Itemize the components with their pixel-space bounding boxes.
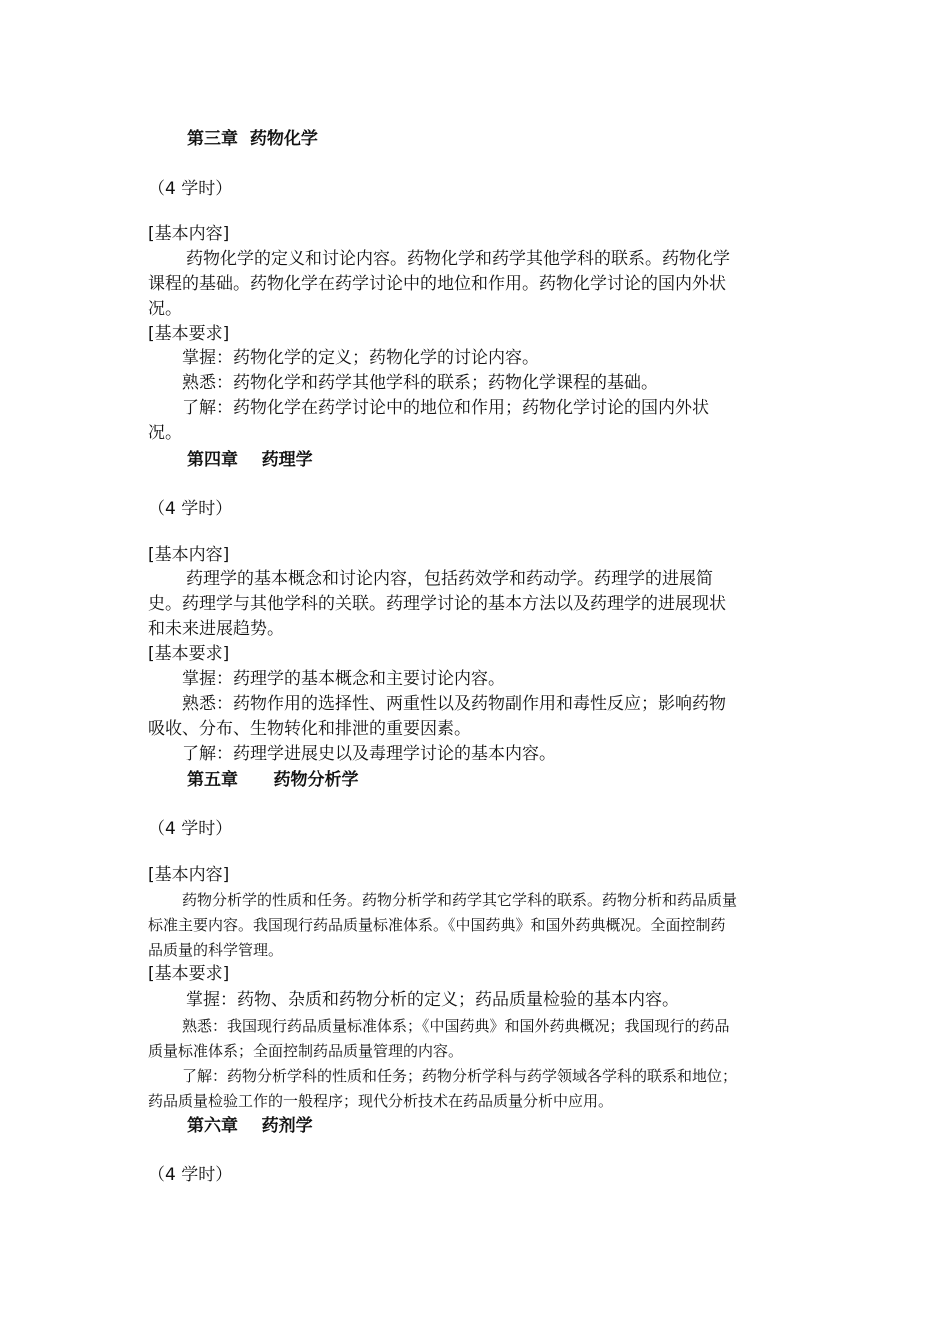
chapter-5-content-line: 标准主要内容。我国现行药品质量标准体系。《中国药典》和国外药典概况。全面控制药 xyxy=(148,916,726,934)
chapter-4-req-heading: [基本要求] xyxy=(148,644,230,664)
chapter-4-hours: （4 学时） xyxy=(148,499,233,519)
chapter-5-hours: （4 学时） xyxy=(148,819,233,839)
chapter-4-req-line: 掌握：药理学的基本概念和主要讨论内容。 xyxy=(182,669,505,689)
chapter-4-title: 第四章 药理学 xyxy=(187,450,313,470)
chapter-3-title: 第三章 药物化学 xyxy=(187,129,318,149)
chapter-5-req-line: 药品质量检验工作的一般程序；现代分析技术在药品质量分析中应用。 xyxy=(148,1092,614,1110)
chapter-5-req-line: 掌握：药物、杂质和药物分析的定义；药品质量检验的基本内容。 xyxy=(186,990,679,1010)
chapter-4-req-line: 熟悉：药物作用的选择性、两重性以及药物副作用和毒性反应；影响药物 xyxy=(182,694,726,714)
chapter-5-content-line: 药物分析学的性质和任务。药物分析学和药学其它学科的联系。药物分析和药品质量 xyxy=(182,891,738,909)
chapter-5-content-heading: [基本内容] xyxy=(148,865,230,885)
chapter-3-req-line: 熟悉：药物化学和药学其他学科的联系；药物化学课程的基础。 xyxy=(182,373,658,393)
chapter-3-req-line: 了解：药物化学在药学讨论中的地位和作用；药物化学讨论的国内外状 xyxy=(182,398,709,418)
chapter-5-req-heading: [基本要求] xyxy=(148,964,230,984)
chapter-5-content-line: 品质量的科学管理。 xyxy=(148,941,284,959)
chapter-4-content-heading: [基本内容] xyxy=(148,545,230,565)
chapter-3-content-line: 药物化学的定义和讨论内容。药物化学和药学其他学科的联系。药物化学 xyxy=(186,249,730,269)
chapter-5-req-line: 质量标准体系；全面控制药品质量管理的内容。 xyxy=(148,1042,464,1060)
chapter-4-req-line: 吸收、分布、生物转化和排泄的重要因素。 xyxy=(148,719,471,739)
chapter-5-req-line: 熟悉：我国现行药品质量标准体系；《中国药典》和国外药典概况；我国现行的药品 xyxy=(182,1017,730,1035)
chapter-3-req-line: 掌握：药物化学的定义；药物化学的讨论内容。 xyxy=(182,348,539,368)
chapter-3-req-heading: [基本要求] xyxy=(148,324,230,344)
chapter-3-hours: （4 学时） xyxy=(148,179,233,199)
chapter-3-req-line: 况。 xyxy=(148,423,182,443)
chapter-4-content-line: 药理学的基本概念和讨论内容，包括药效学和药动学。药理学的进展简 xyxy=(186,569,713,589)
chapter-6-hours: （4 学时） xyxy=(148,1165,233,1185)
chapter-3-content-line: 课程的基础。药物化学在药学讨论中的地位和作用。药物化学讨论的国内外状 xyxy=(148,274,726,294)
chapter-4-req-line: 了解：药理学进展史以及毒理学讨论的基本内容。 xyxy=(182,744,556,764)
chapter-4-content-line: 史。药理学与其他学科的关联。药理学讨论的基本方法以及药理学的进展现状 xyxy=(148,594,726,614)
chapter-4-content-line: 和未来进展趋势。 xyxy=(148,619,284,639)
chapter-3-content-line: 况。 xyxy=(148,299,182,319)
chapter-5-req-line: 了解：药物分析学科的性质和任务；药物分析学科与药学领域各学科的联系和地位； xyxy=(182,1067,738,1085)
chapter-5-title: 第五章 药物分析学 xyxy=(187,770,359,790)
chapter-6-title: 第六章 药剂学 xyxy=(187,1116,313,1136)
chapter-3-content-heading: [基本内容] xyxy=(148,224,230,244)
